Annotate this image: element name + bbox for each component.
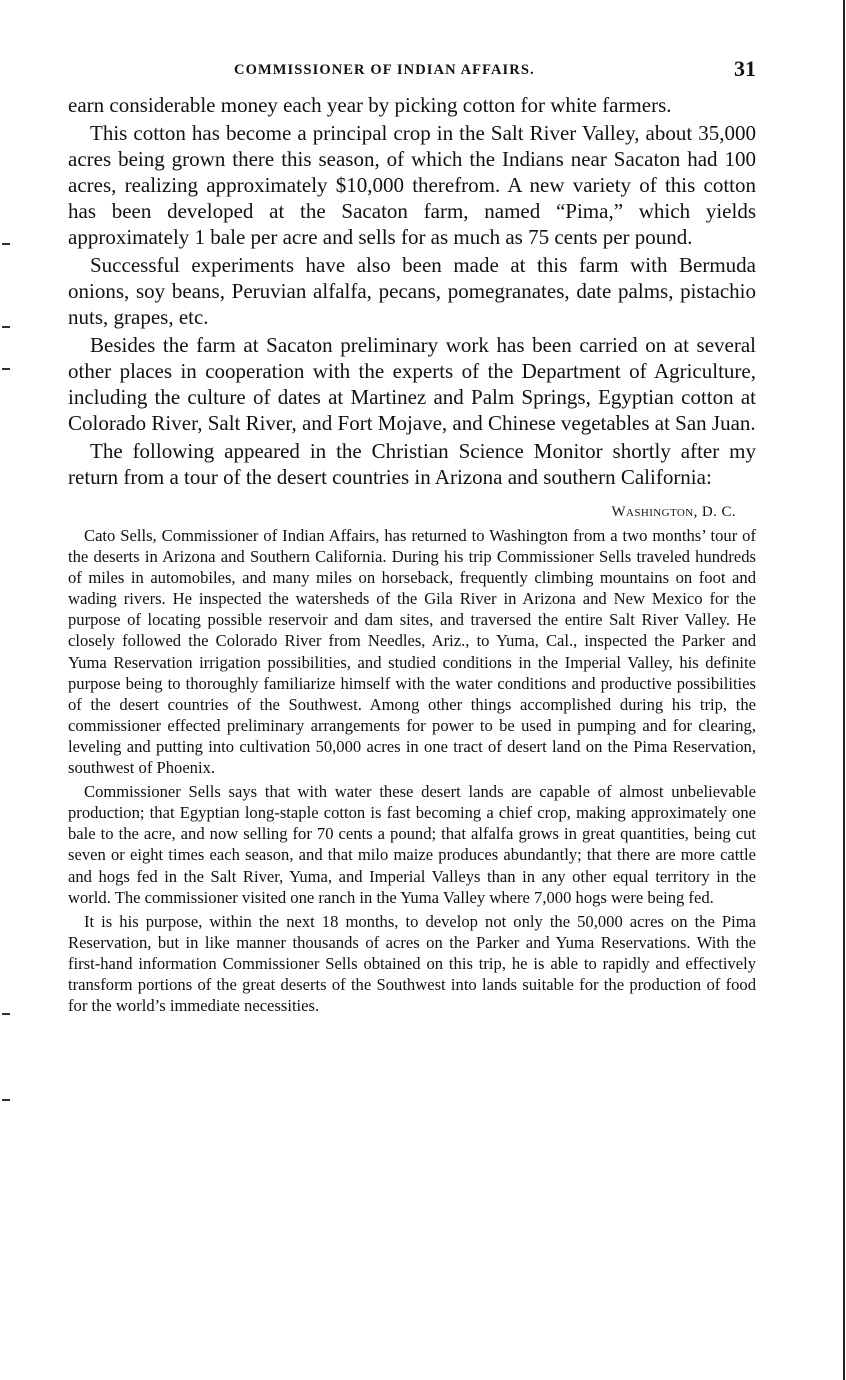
paragraph: The following appeared in the Christian Science Monitor shortly after my return from a tour of the desert countries in Arizona and southern California: <box>68 439 756 489</box>
dateline-text: Washington, D. C. <box>611 504 736 520</box>
paragraph: Besides the farm at Sacaton preliminary work has been carried on at several other places in cooperation with the experts of the Department of Agriculture, including the culture of dates at Martinez and Palm Springs, Egyptian cotton at Colorado River, Salt River, and Fort Mojave, and Chinese vegetables at San Juan. <box>68 333 756 435</box>
body-text <box>68 92 756 490</box>
paragraph: earn considerable money each year by picking cotton for white farmers. <box>68 93 672 117</box>
dateline <box>68 504 736 521</box>
paragraph: Successful experiments have also been made at this farm with Bermuda onions, soy beans, Peruvian alfalfa, pecans, pomegranates, date palms, pistachio nuts, grapes, etc. <box>68 253 756 329</box>
page-number: 31 <box>734 56 756 81</box>
running-title: COMMISSIONER OF INDIAN AFFAIRS. <box>234 62 535 78</box>
quoted-article <box>68 525 756 1016</box>
paragraph: This cotton has become a principal crop in the Salt River Valley, about 35,000 acres being grown there this season, of which the Indians near Sacaton had 100 acres, realizing approximately $10,000 therefrom. A new variety of this cotton has been developed at the Sacaton farm, named “Pima,” which yields approximately 1 bale per acre and sells for as much as 75 cents per pound. <box>68 121 756 249</box>
margin-mark <box>2 1099 10 1101</box>
quote-paragraph: Commissioner Sells says that with water these desert lands are capable of almost unbelievable production; that Egyptian long-staple cotton is fast becoming a chief crop, making approximately one bale to the acre, and now selling for 70 cents a pound; that alfalfa grows in great quantities, being cut seven or eight times each season, and that milo maize produces abundantly; that there are more cattle and hogs fed in the Salt River, Yuma, and Imperial Valleys than in any other equal territory in the world. The commissioner visited one ranch in the Yuma Valley where 7,000 hogs were being fed. <box>68 782 756 907</box>
margin-mark <box>2 368 10 370</box>
quote-paragraph: It is his purpose, within the next 18 months, to develop not only the 50,000 acres on the Pima Reservation, but in like manner thousands of acres on the Parker and Yuma Reservations. With the first-hand information Commissioner Sells obtained on this trip, he is able to rapidly and effectively transform portions of the great deserts of the Southwest into lands suitable for the production of food for the world’s immediate necessities. <box>68 911 756 1016</box>
document-page <box>68 52 756 1019</box>
margin-mark <box>2 1013 10 1015</box>
running-head <box>68 52 756 92</box>
quote-paragraph: Cato Sells, Commissioner of Indian Affairs, has returned to Washington from a two months’ tour of the deserts in Arizona and Southern California. During his trip Commissioner Sells traveled hundreds of miles in automobiles, and many miles on horseback, frequently climbing mountains on foot and wading rivers. He inspected the watersheds of the Gila River in Arizona and New Mexico for the purpose of locating possible reservoir and dam sites, and traversed the entire Salt River Valley. He closely followed the Colorado River from Needles, Ariz., to Yuma, Cal., inspected the Parker and Yuma Reservation irrigation possibilities, and studied conditions in the Imperial Valley, his definite purpose being to thoroughly familiarize himself with the water conditions and productive possibilities of the desert countries of the Southwest. Among other things accomplished during his trip, the commissioner effected preliminary arrangements for power to be used in pumping and for clearing, leveling and putting into cultivation 50,000 acres in one tract of desert land on the Pima Reservation, southwest of Phoenix. <box>68 526 756 778</box>
margin-mark <box>2 243 10 245</box>
page-edge <box>843 0 845 1380</box>
margin-mark <box>2 326 10 328</box>
